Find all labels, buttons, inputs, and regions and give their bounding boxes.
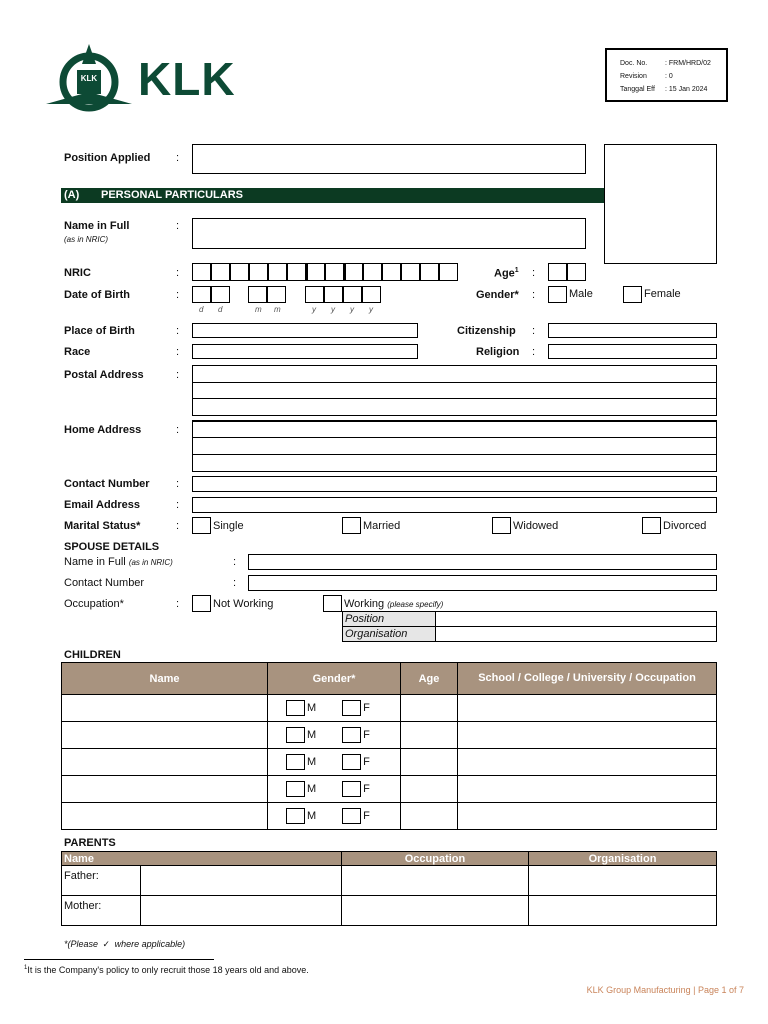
spouse-not-working-label: Not Working [213, 598, 274, 610]
spouse-not-working-checkbox[interactable] [192, 595, 211, 612]
logo-mark-text: KLK [80, 74, 98, 83]
mother-label: Mother: [62, 896, 141, 926]
marital-widowed-checkbox[interactable] [492, 517, 511, 534]
dob-digit-1[interactable] [192, 286, 211, 303]
marital-widowed-label: Widowed [513, 520, 559, 532]
photo-box[interactable] [604, 144, 717, 264]
age-digit-2[interactable] [567, 263, 586, 281]
spouse-name-label [64, 556, 173, 568]
child-gender-f-label: F [363, 782, 370, 795]
spouse-position-field[interactable] [435, 611, 717, 627]
tanggal-label: Tanggal Eff [620, 86, 655, 93]
postal-address-label: Postal Address [64, 369, 144, 381]
revision-value: : 0 [665, 73, 673, 80]
colon: : [176, 369, 180, 381]
dob-label: Date of Birth [64, 289, 130, 301]
tanggal-value: : 15 Jan 2024 [665, 86, 708, 93]
name-field[interactable] [192, 218, 586, 249]
marital-status-label: Marital Status* [64, 520, 141, 532]
footnote-divider [24, 959, 214, 960]
colon: : [176, 220, 180, 232]
home-address-line-3[interactable] [192, 454, 717, 472]
parents-row-father [62, 866, 717, 896]
colon: : [233, 556, 237, 568]
nric-digit-1[interactable] [192, 263, 211, 281]
section-a-number: (A) [64, 189, 80, 201]
logo-text: KLK [138, 53, 236, 105]
child-gender-m-checkbox[interactable] [286, 808, 305, 824]
email-address-label: Email Address [64, 499, 141, 511]
child-gender-m-checkbox[interactable] [286, 727, 305, 743]
document-info-box [605, 48, 728, 102]
nric-digit-6[interactable] [287, 263, 306, 281]
child-occupation-cell[interactable] [458, 695, 717, 722]
age-digit-1[interactable] [548, 263, 567, 281]
dob-hint: d [199, 305, 204, 314]
gender-female-checkbox[interactable] [623, 286, 642, 303]
spouse-occupation-label: Occupation* [64, 598, 124, 610]
contact-number-label: Contact Number [64, 478, 150, 490]
colon: : [176, 346, 180, 358]
child-age-cell[interactable] [401, 776, 458, 803]
doc-no-label: Doc. No. [620, 60, 648, 67]
dob-digit-8[interactable] [362, 286, 381, 303]
pob-field[interactable] [192, 323, 418, 338]
children-row [62, 722, 717, 749]
mother-organisation-cell[interactable] [529, 896, 717, 926]
dob-digit-3[interactable] [248, 286, 267, 303]
child-name-cell[interactable] [62, 803, 268, 830]
children-table-body [62, 695, 717, 830]
marital-single-label: Single [213, 520, 244, 532]
children-row [62, 776, 717, 803]
footnote-mark: 1 [24, 965, 28, 971]
children-col-age: Age [401, 663, 458, 695]
children-table [61, 662, 717, 830]
marital-single-checkbox[interactable] [192, 517, 211, 534]
dob-hint: y [369, 305, 373, 314]
child-age-cell[interactable] [401, 695, 458, 722]
revision-label: Revision [620, 73, 647, 80]
child-name-cell[interactable] [62, 776, 268, 803]
section-a-title: PERSONAL PARTICULARS [101, 189, 243, 201]
child-occupation-cell[interactable] [458, 722, 717, 749]
spouse-contact-field[interactable] [248, 575, 717, 591]
spouse-name-note: (as in NRIC) [128, 558, 173, 567]
child-gender-cell [268, 695, 401, 722]
colon: : [176, 289, 180, 301]
dob-digit-5[interactable] [305, 286, 324, 303]
child-gender-f-label: F [363, 701, 370, 714]
nric-digit-13[interactable] [420, 263, 439, 281]
parents-col-name: Name [62, 852, 342, 866]
colon: : [532, 289, 536, 301]
child-occupation-cell[interactable] [458, 776, 717, 803]
spouse-working-note: (please specify) [387, 600, 444, 609]
child-gender-m-label: M [307, 782, 317, 795]
nric-digit-2[interactable] [211, 263, 230, 281]
colon: : [176, 598, 180, 610]
nric-digit-5[interactable] [268, 263, 287, 281]
colon: : [532, 325, 536, 337]
marital-married-label: Married [363, 520, 401, 532]
spouse-organisation-label: Organisation [342, 626, 436, 642]
child-name-cell[interactable] [62, 749, 268, 776]
tick-mark-icon: ✓ [102, 939, 111, 949]
dob-digit-6[interactable] [324, 286, 343, 303]
dob-hint: m [274, 305, 281, 314]
gender-label: Gender* [476, 289, 519, 301]
children-col-gender: Gender* [268, 663, 401, 695]
children-heading: CHILDREN [64, 649, 121, 661]
home-address-label: Home Address [64, 424, 142, 436]
spouse-working-text: Working [344, 598, 385, 610]
colon: : [532, 346, 536, 358]
child-gender-cell [268, 803, 401, 830]
child-gender-m-label: M [307, 755, 317, 768]
tick-note-start: *(Please [64, 939, 99, 949]
children-row [62, 695, 717, 722]
postal-address-line-1[interactable] [192, 365, 717, 383]
race-label: Race [64, 346, 91, 358]
dob-hint: d [218, 305, 223, 314]
age-footnote-mark: 1 [514, 267, 519, 274]
marital-married-checkbox[interactable] [342, 517, 361, 534]
child-name-cell[interactable] [62, 722, 268, 749]
colon: : [176, 152, 180, 164]
age-policy-footnote [24, 965, 309, 975]
position-applied-label: Position Applied [64, 152, 151, 164]
child-gender-m-checkbox[interactable] [286, 700, 305, 716]
nric-digit-10[interactable] [363, 263, 382, 281]
section-a-bar [61, 188, 604, 203]
name-label [64, 220, 129, 244]
child-gender-f-label: F [363, 809, 370, 822]
gender-male-label: Male [569, 288, 593, 300]
citizenship-label: Citizenship [457, 325, 516, 337]
tick-note [64, 939, 185, 950]
father-organisation-cell[interactable] [529, 866, 717, 896]
spouse-name-field[interactable] [248, 554, 717, 570]
tick-note-end: where applicable) [114, 939, 186, 949]
child-gender-m-checkbox[interactable] [286, 781, 305, 797]
age-label-text: Age [494, 267, 515, 280]
dob-hint: y [312, 305, 316, 314]
children-col-name: Name [62, 663, 268, 695]
nric-digit-8[interactable] [325, 263, 344, 281]
spouse-working-checkbox[interactable] [323, 595, 342, 612]
religion-label: Religion [476, 346, 520, 358]
child-gender-f-checkbox[interactable] [342, 727, 361, 743]
spouse-position-label: Position [342, 611, 436, 627]
child-gender-cell [268, 776, 401, 803]
spouse-working-label [344, 598, 443, 610]
child-gender-m-checkbox[interactable] [286, 754, 305, 770]
page-footer: KLK Group Manufacturing | Page 1 of 7 [586, 985, 744, 995]
colon: : [176, 478, 180, 490]
child-gender-f-checkbox[interactable] [342, 754, 361, 770]
parents-heading: PARENTS [64, 837, 116, 849]
child-gender-f-checkbox[interactable] [342, 781, 361, 797]
age-label [494, 267, 519, 280]
child-occupation-cell[interactable] [458, 749, 717, 776]
children-row [62, 803, 717, 830]
child-gender-cell [268, 722, 401, 749]
child-gender-m-label: M [307, 809, 317, 822]
pob-label: Place of Birth [64, 325, 135, 337]
position-applied-field[interactable] [192, 144, 586, 174]
nric-digit-12[interactable] [401, 263, 420, 281]
dob-hint: y [350, 305, 354, 314]
child-name-cell[interactable] [62, 695, 268, 722]
child-gender-cell [268, 749, 401, 776]
mother-name-cell[interactable] [141, 896, 342, 926]
parents-col-organisation: Organisation [529, 852, 717, 866]
postal-address-line-3[interactable] [192, 398, 717, 416]
marital-divorced-label: Divorced [663, 520, 707, 532]
gender-female-label: Female [644, 288, 681, 300]
child-age-cell[interactable] [401, 749, 458, 776]
contact-number-field[interactable] [192, 476, 717, 492]
nric-digit-9[interactable] [344, 263, 363, 281]
home-address-line-2[interactable] [192, 437, 717, 455]
nric-digit-11[interactable] [382, 263, 401, 281]
parents-col-occupation: Occupation [342, 852, 529, 866]
nric-digit-3[interactable] [230, 263, 249, 281]
spouse-contact-label: Contact Number [64, 577, 145, 589]
name-label-text: Name in Full [64, 220, 130, 232]
children-row [62, 749, 717, 776]
child-occupation-cell[interactable] [458, 803, 717, 830]
race-field[interactable] [192, 344, 418, 359]
colon: : [176, 267, 180, 279]
colon: : [176, 424, 180, 436]
colon: : [176, 325, 180, 337]
spouse-name-label-text: Name in Full [64, 556, 126, 568]
colon: : [176, 499, 180, 511]
dob-digit-4[interactable] [267, 286, 286, 303]
children-col-occupation: School / College / University / Occupation [458, 663, 717, 695]
child-gender-f-label: F [363, 755, 370, 768]
dob-digit-7[interactable] [343, 286, 362, 303]
father-label: Father: [62, 866, 141, 896]
nric-digit-7[interactable] [306, 263, 325, 281]
child-gender-m-label: M [307, 701, 317, 714]
citizenship-field[interactable] [548, 323, 717, 338]
postal-address-line-2[interactable] [192, 382, 717, 399]
klk-logo [46, 42, 256, 114]
age-policy-text: It is the Company's policy to only recruit those 18 years old and above. [27, 965, 309, 975]
spouse-organisation-field[interactable] [435, 626, 717, 642]
colon: : [532, 267, 536, 279]
dob-hint: y [331, 305, 335, 314]
nric-digit-14[interactable] [439, 263, 458, 281]
email-address-field[interactable] [192, 497, 717, 513]
parents-row-mother [62, 896, 717, 926]
home-address-line-1[interactable] [192, 420, 717, 438]
nric-label: NRIC [64, 267, 91, 279]
parents-table [61, 851, 717, 926]
colon: : [233, 577, 237, 589]
spouse-details-heading: SPOUSE DETAILS [64, 541, 160, 553]
child-gender-m-label: M [307, 728, 317, 741]
dob-hint: m [255, 305, 262, 314]
child-age-cell[interactable] [401, 722, 458, 749]
doc-no-value: : FRM/HRD/02 [665, 60, 711, 67]
child-gender-f-checkbox[interactable] [342, 700, 361, 716]
child-age-cell[interactable] [401, 803, 458, 830]
mother-occupation-cell[interactable] [342, 896, 529, 926]
father-name-cell[interactable] [141, 866, 342, 896]
marital-divorced-checkbox[interactable] [642, 517, 661, 534]
religion-field[interactable] [548, 344, 717, 359]
dob-digit-2[interactable] [211, 286, 230, 303]
name-note: (as in NRIC) [64, 235, 109, 244]
father-occupation-cell[interactable] [342, 866, 529, 896]
gender-male-checkbox[interactable] [548, 286, 567, 303]
colon: : [176, 520, 180, 532]
nric-digit-4[interactable] [249, 263, 268, 281]
child-gender-f-checkbox[interactable] [342, 808, 361, 824]
child-gender-f-label: F [363, 728, 370, 741]
